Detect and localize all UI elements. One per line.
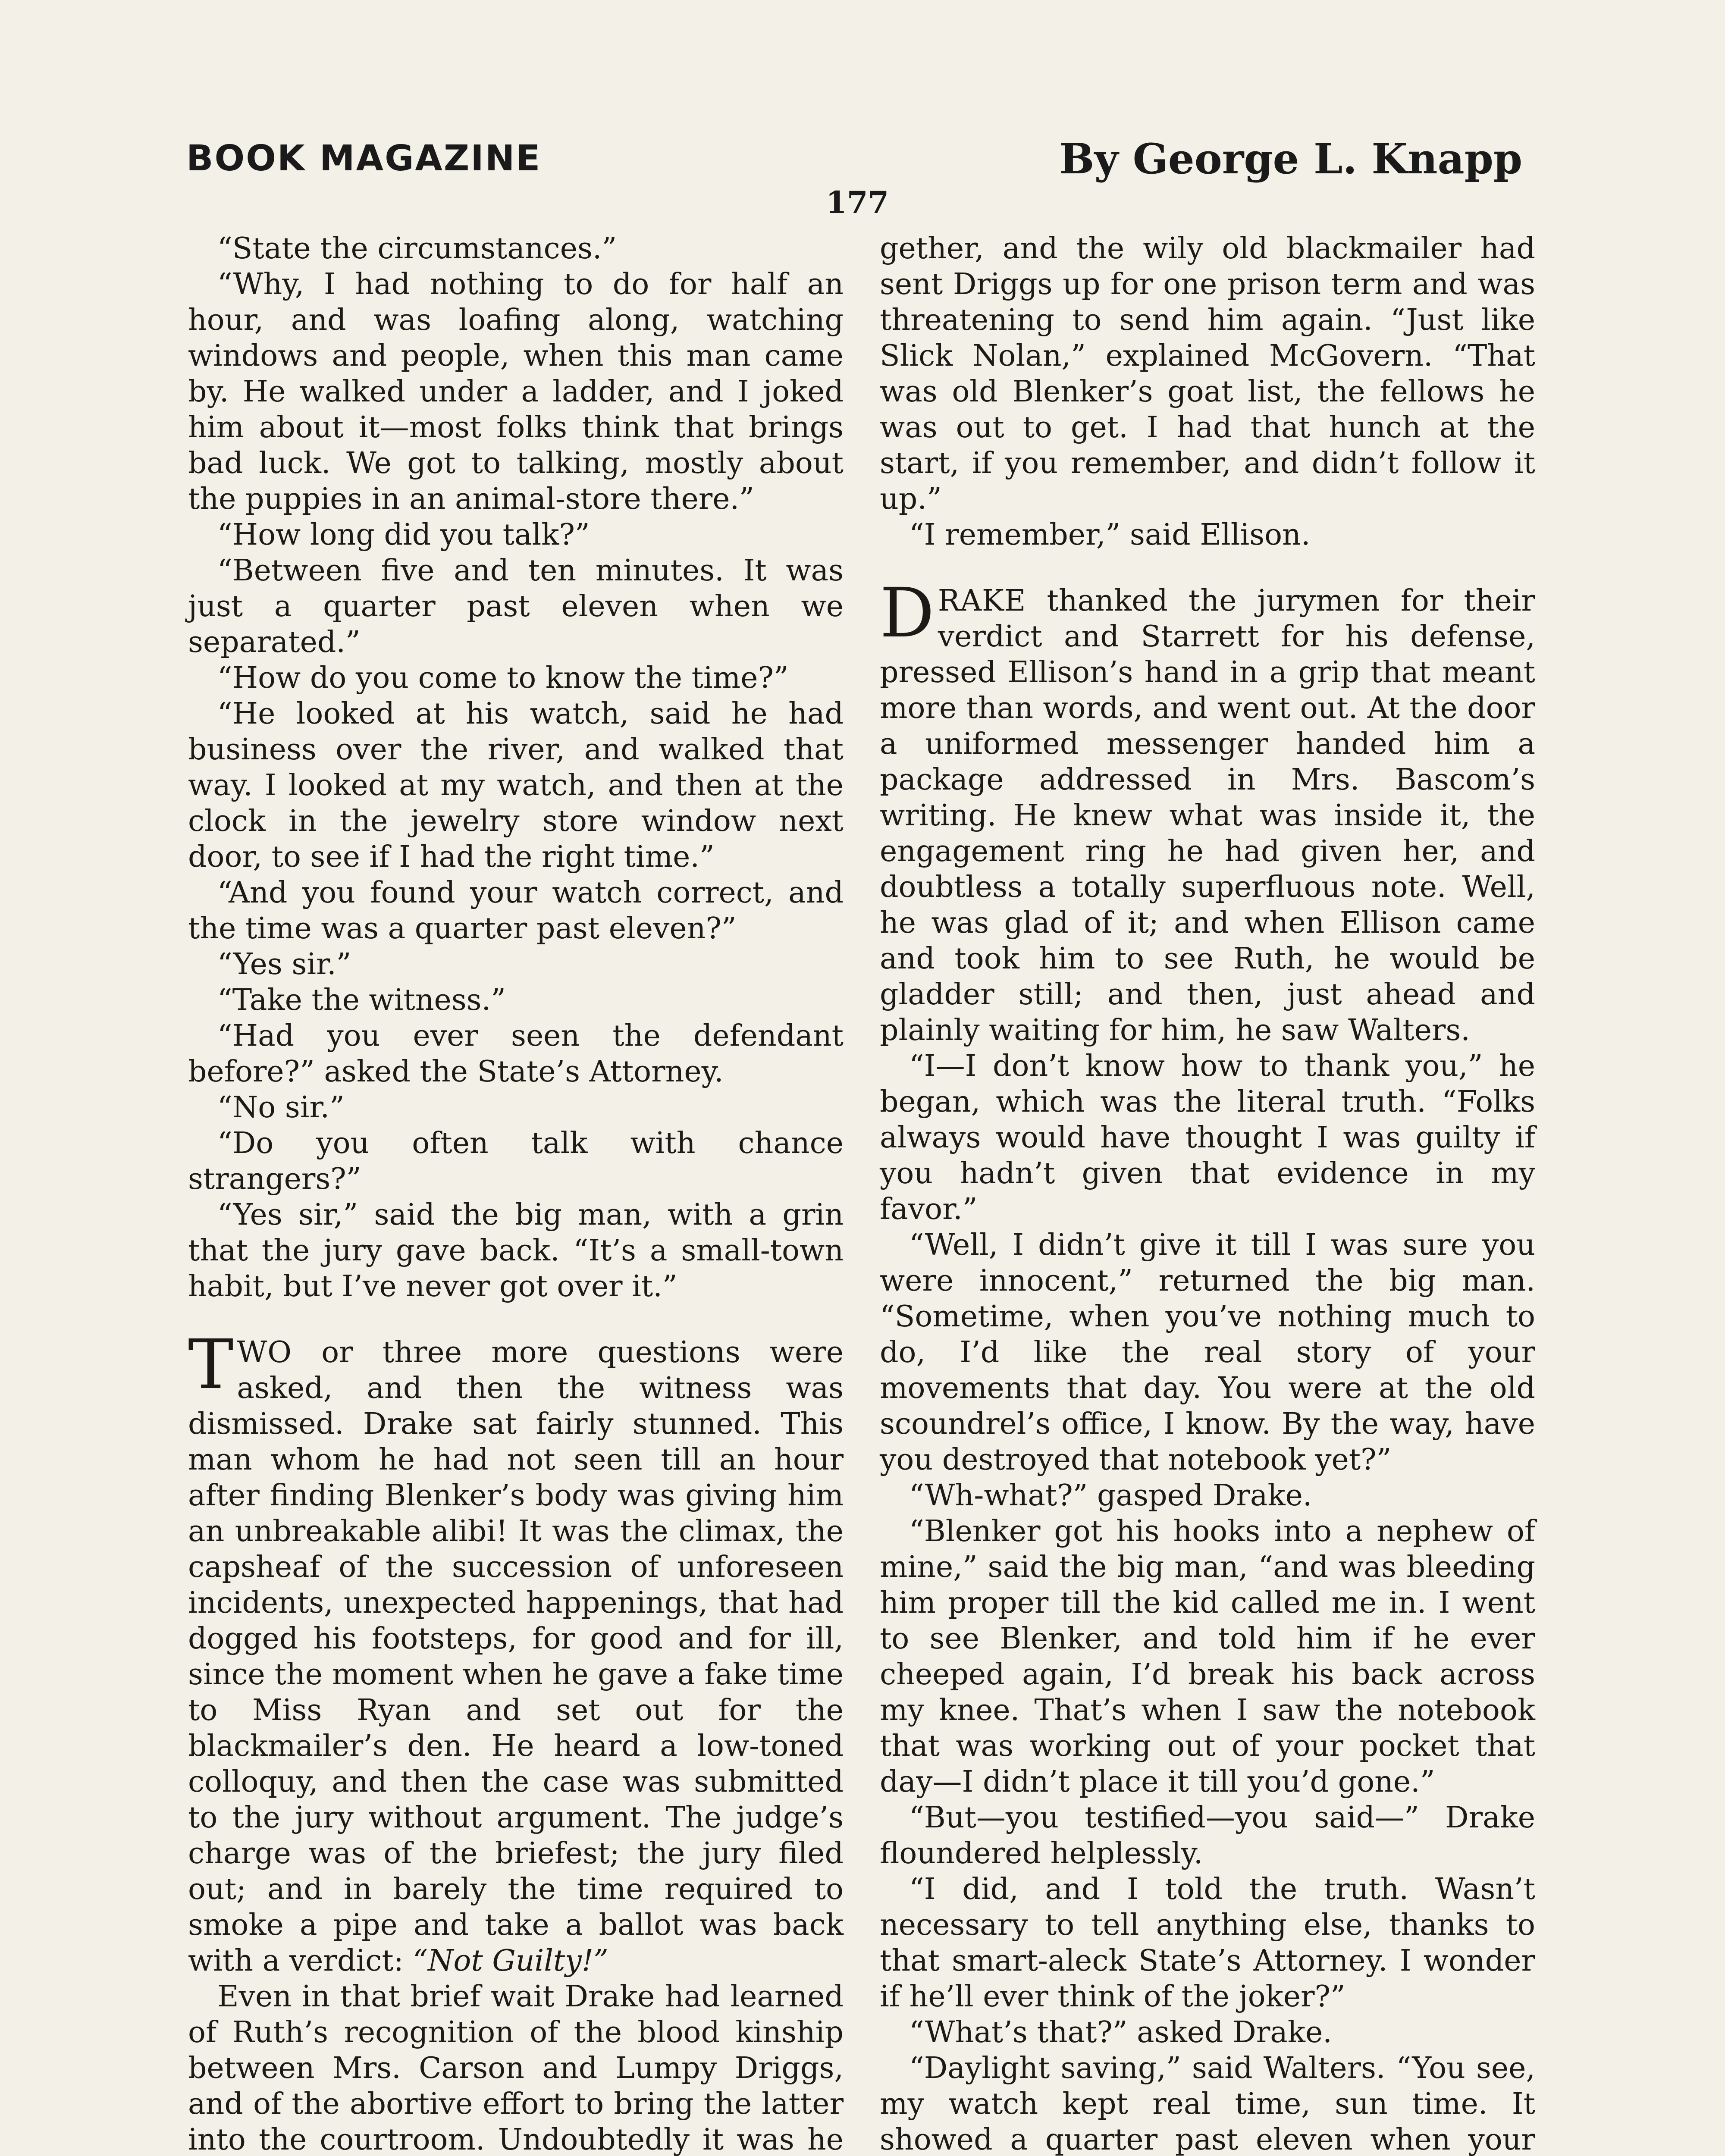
magazine-title: BOOK MAGAZINE	[186, 138, 542, 179]
left-column	[188, 231, 844, 2156]
paragraph: “Had you ever seen the defendant before?” asked the State’s Attorney.	[188, 1019, 844, 1089]
paragraph: “State the circumstances.”	[217, 232, 617, 266]
paragraph: “Why, I had nothing to do for half an hour, and was loafing along, watching windows and people, when this man came by. He walked under a ladder, and I joked him about it—most folks think that brings bad luck. We got to talking, mostly about the puppies in an animal-store there.”	[188, 267, 844, 516]
paragraph: “Yes sir,” said the big man, with a grin that the jury gave back. “It’s a small-town habit, but I’ve never got over it.”	[188, 1198, 844, 1304]
paragraph: “Take the witness.”	[217, 983, 506, 1017]
small-caps-lead: RAKE	[938, 584, 1026, 618]
section-opening-paragraph	[880, 573, 1535, 1048]
section-opening-paragraph	[188, 1325, 844, 1979]
paragraph: “Daylight saving,” said Walters. “You see, my watch kept real time, sun time. It showed a quarter past eleven when your	[880, 2051, 1535, 2156]
page-number: 177	[826, 185, 889, 220]
paragraph-text: thanked the jurymen for their verdict and Starrett for his defense, pressed Ellison’s hand in a grip that meant more than words, and went out. At the door a uniformed messenger handed him a package addressed in Mrs. Bascom’s writing. He knew what was inside it, the engagement ring he had given her, and doubtless a totally superfluous note. Well, he was glad of it; and when Ellison came and took him to see Ruth, he would be gladder still; and then, just ahead and plainly waiting for him, he saw Walters.	[880, 584, 1535, 1047]
paragraph: gether, and the wily old blackmailer had sent Driggs up for one prison term and was threatening to send him again. “Just like Slick Nolan,” explained McGovern. “That was old Blenker’s goat list, the fellows he was out to get. I had that hunch at the start, if you remember, and didn’t follow it up.”	[880, 232, 1535, 516]
drop-cap: T	[188, 1325, 234, 1404]
paragraph: “But—you testified—you said—” Drake floundered helplessly.	[880, 1801, 1535, 1871]
right-column	[880, 231, 1535, 2156]
paragraph: “Well, I didn’t give it till I was sure you were innocent,” returned the big man. “Sometime, when you’ve nothing much to do, I’d like the real story of your movements that day. You were at the old scoundrel’s office, I know. By the way, have you destroyed that notebook yet?”	[880, 1228, 1535, 1477]
paragraph: “Between five and ten minutes. It was just a quarter past eleven when we separated.”	[188, 554, 844, 659]
paragraph: “And you found your watch correct, and the time was a quarter past eleven?”	[188, 876, 844, 946]
paragraph: “I—I don’t know how to thank you,” he began, which was the literal truth. “Folks always would have thought I was guilty if you hadn’t given that evidence in my favor.”	[880, 1049, 1535, 1226]
drop-cap: D	[880, 573, 935, 653]
paragraph: “Do you often talk with chance strangers?”	[188, 1126, 844, 1196]
author-byline: By George L. Knapp	[1059, 135, 1522, 183]
paragraph: “I remember,” said Ellison.	[909, 518, 1311, 552]
paragraph: “How do you come to know the time?”	[217, 661, 789, 695]
paragraph: “How long did you talk?”	[217, 518, 590, 552]
paragraph: “I did, and I told the truth. Wasn’t necessary to tell anything else, thanks to that smart-aleck State’s Attorney. I wonder if he’ll ever think of the joker?”	[880, 1872, 1535, 2014]
verdict-text: “Not Guilty!”	[413, 1944, 608, 1978]
paragraph: “No sir.”	[217, 1091, 345, 1125]
paragraph: Even in that brief wait Drake had learned of Ruth’s recognition of the blood kinship between Mrs. Carson and Lumpy Driggs, and of the abortive effort to bring the latter into the courtroom. Undoubtedly it was he	[188, 1980, 844, 2156]
paragraph: “Yes sir.”	[217, 947, 351, 981]
small-caps-lead: WO	[237, 1335, 292, 1369]
paragraph: “Blenker got his hooks into a nephew of mine,” said the big man, “and was bleeding him proper till the kid called me in. I went to see Blenker, and told him if he ever cheeped again, I’d break his back across my knee. That’s when I saw the notebook that was working out of your pocket that day—I didn’t place it till you’d gone.”	[880, 1514, 1535, 1799]
paragraph: “Wh-what?” gasped Drake.	[909, 1479, 1312, 1513]
paragraph-text: or three more questions were asked, and then the witness was dismissed. Drake sat fairly stunned. This man whom he had not seen till an hour after finding Blenker’s body was giving him an unbreakable alibi! It was the climax, the capsheaf of the succession of unforeseen incidents, unexpected happenings, that had dogged his footsteps, for good and for ill, since the moment when he gave a fake time to Miss Ryan and set out for the blackmailer’s den. He heard a low-toned colloquy, and then the case was submitted to the jury without argument. The judge’s charge was of the briefest; the jury filed out; and in barely the time required to smoke a pipe and take a ballot was back with a verdict:	[188, 1335, 844, 1978]
paragraph: “He looked at his watch, said he had business over the river, and walked that way. I looked at my watch, and then at the clock in the jewelry store window next door, to see if I had the right time.”	[188, 697, 844, 874]
paragraph: “What’s that?” asked Drake.	[909, 2015, 1332, 2049]
